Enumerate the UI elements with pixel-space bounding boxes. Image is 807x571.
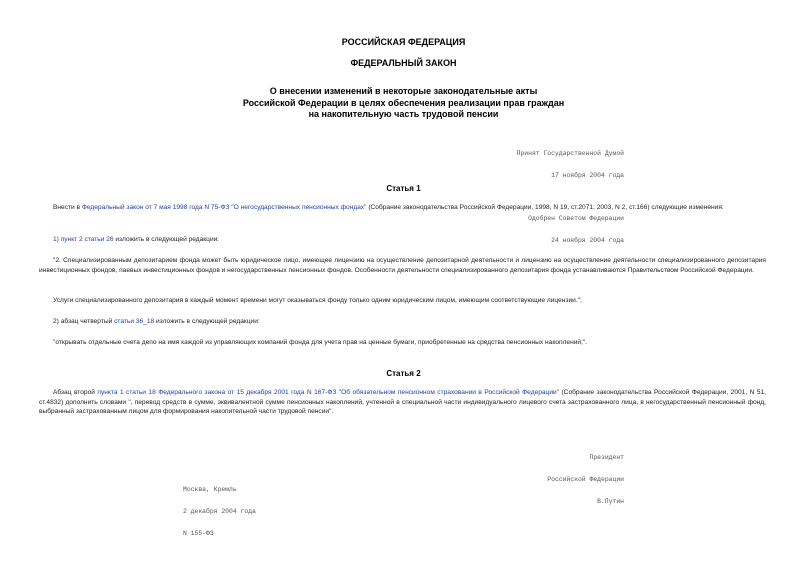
adoption-duma: Принят Государственной Думой [516, 150, 624, 158]
article-2-paragraph-1: Абзац второй пункта 1 статьи 18 Федерального закона от 15 декабря 2001 года N 167-ФЗ "Об обязательном пенсионном страховании в Российской Федерации" (Собрание законодательства Российской Федерации, 2001, N 51, ст.4832) дополнить словами ", перевод средств в сумме, эквивалентной сумме пенсионных накоплений, учтенной в специальной части индивидуального лицевого счета застрахованного лица, в негосударственный пенсионный фонд, выбранный застрахованным лицом для формирования накопительной части трудовой пенсии". [39, 389, 767, 416]
adoption-duma-date: 17 ноября 2004 года [551, 172, 624, 180]
article-26-link[interactable]: 1) пункт 2 статьи 26 [53, 236, 114, 243]
title-line: на накопительную часть трудовой пенсии [308, 109, 499, 119]
article-1-paragraph-6: "открывать отдельные счета депо на имя каждой из управляющих компаний фонда для учета прав на ценные бумаги, приобретенные на средства пенсионных накоплений;". [53, 339, 588, 346]
law-number: N 155-ФЗ [183, 529, 214, 537]
signature-block [547, 440, 624, 519]
article-1-paragraph-1: Внести в Федеральный закон от 7 мая 1998 года N 75-ФЗ "О негосударственных пенсионных фондах" (Собрание законодательства Российской Федерации, 1998, N 19, ст.2071; 2003, N 2, ст.166) следующие изменения: [53, 204, 724, 211]
signature-name: В.Путин [597, 497, 624, 505]
law-167-link[interactable]: пункта 1 статьи 18 Федерального закона от 15 декабря 2001 года N 167-ФЗ "Об обязательном пенсионном страховании в Российской Федерации" [97, 389, 560, 396]
signature-country: Российской Федерации [547, 476, 624, 484]
signing-date: 2 декабря 2004 года [183, 508, 256, 516]
article-36-18-link[interactable]: статьи 36_18 [114, 318, 155, 325]
article-1-paragraph-2: 1) пункт 2 статьи 26 изложить в следующей редакции: [53, 236, 220, 243]
law-75-link[interactable]: Федеральный закон от 7 мая 1998 года N 75-ФЗ "О негосударственных пенсионных фондах" [81, 204, 367, 211]
title-line: О внесении изменений в некоторые законодательные акты [269, 86, 538, 96]
place: Москва, Кремль [183, 486, 237, 494]
doc-type-heading: ФЕДЕРАЛЬНЫЙ ЗАКОН [350, 58, 457, 68]
approval-council-date: 24 ноября 2004 года [551, 236, 624, 244]
law-title [0, 86, 807, 121]
place-date-block [183, 472, 256, 551]
article-1-paragraph-4: Услуги специализированного депозитария в каждый момент времени могут оказываться фонду только одним юридическим лицом, имеющим соответствующие лицензии."; [53, 297, 582, 304]
approval-council: Одобрен Советом Федерации [528, 215, 624, 223]
article-1-heading: Статья 1 [386, 184, 421, 193]
article-2-heading: Статья 2 [386, 369, 421, 378]
title-line: Российской Федерации в целях обеспечения реализации прав граждан [242, 97, 565, 108]
country-heading: РОССИЙСКАЯ ФЕДЕРАЦИЯ [341, 37, 466, 47]
signature-title: Президент [589, 454, 624, 462]
article-1-paragraph-5: 2) абзац четвертый статьи 36_18 изложить в следующей редакции: [53, 318, 260, 325]
article-1-paragraph-3: "2. Специализированным депозитарием фонда может быть юридическое лицо, имеющее лицензию на осуществление депозитарной деятельности и лицензию на осуществление деятельности специализированного депозитария инвестиционных фондов, паевых инвестиционных фондов и негосударственных пенсионных фондов. Особенности деятельности специализированного депозитария фонда устанавливаются Правительством Российской Федерации. [39, 257, 766, 274]
